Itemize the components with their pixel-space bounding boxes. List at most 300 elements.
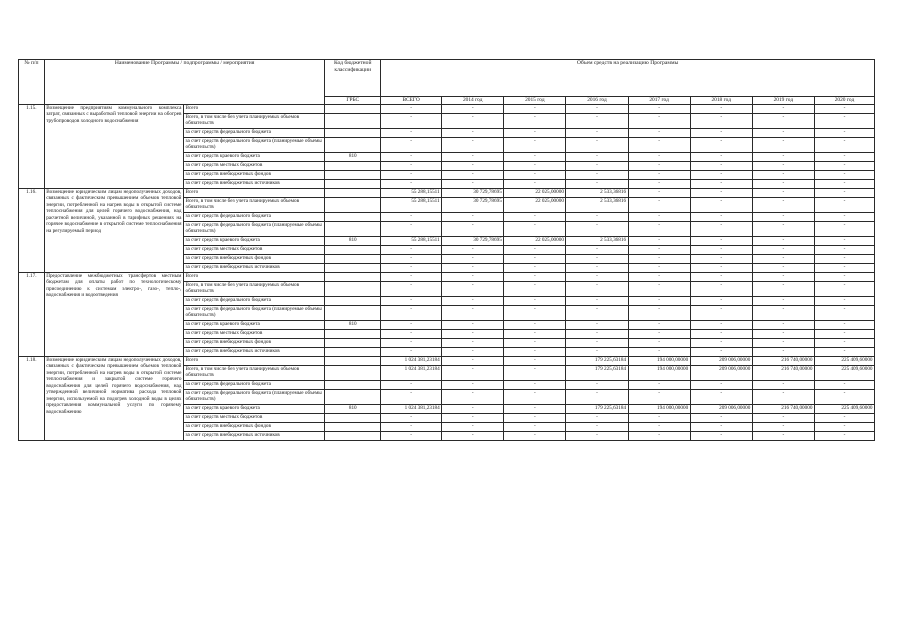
year-value: - [814,152,874,161]
year-value: - [814,245,874,254]
year-value: - [752,188,814,197]
year-value: - [628,212,690,221]
year-value: - [814,188,874,197]
year-value: - [814,137,874,152]
grbs-code [325,179,381,188]
year-value: - [690,188,752,197]
grbs-code [325,128,381,137]
year-value: - [566,296,628,305]
year-value: - [690,281,752,296]
grbs-code [325,338,381,347]
year-value: - [628,137,690,152]
total-value: 1 024 381,23184 [381,365,442,380]
year-value: - [690,389,752,404]
year-value: - [504,389,566,404]
year-value: 179 225,63184 [566,365,628,380]
year-value: - [504,413,566,422]
year-value: 216 740,00000 [752,365,814,380]
funding-source: за счет средств федерального бюджета (планируемые объемы обязательств) [183,389,324,404]
year-value: - [504,221,566,236]
funding-source: Всего [183,272,324,281]
year-value: - [628,128,690,137]
year-value: - [504,179,566,188]
year-value: - [690,338,752,347]
grbs-code [325,347,381,356]
year-value: - [566,170,628,179]
funding-source: Всего, в том числе без учета планируемых объемов обязательств [183,365,324,380]
year-value: - [814,170,874,179]
year-value: - [566,128,628,137]
year-value: - [628,389,690,404]
year-value: - [628,263,690,272]
header-year: 2016 год [566,97,628,105]
year-value: - [690,263,752,272]
year-value: - [814,338,874,347]
year-value: - [752,413,814,422]
year-value: - [442,305,504,320]
year-value: - [442,272,504,281]
year-value: - [814,236,874,245]
header-number: № п/п [19,60,45,105]
year-value: - [566,320,628,329]
year-value: - [690,296,752,305]
funding-source: за счет средств краевого бюджета [183,152,324,161]
grbs-code [325,245,381,254]
total-value: 55 288,15511 [381,236,442,245]
year-value: - [504,338,566,347]
funding-source: за счет средств внебюджетных фондов [183,422,324,431]
year-value: - [442,422,504,431]
funding-source: за счет средств краевого бюджета [183,404,324,413]
funding-source: за счет средств федерального бюджета (планируемые объемы обязательств) [183,137,324,152]
year-value: - [566,221,628,236]
year-value: - [752,161,814,170]
header-year: 2020 год [814,97,874,105]
year-value: - [504,320,566,329]
year-value: - [752,281,814,296]
year-value: - [566,104,628,113]
year-value: - [504,152,566,161]
total-value: - [381,161,442,170]
year-value: - [566,305,628,320]
year-value: - [690,212,752,221]
total-value: - [381,221,442,236]
year-value: - [442,365,504,380]
year-value: - [442,170,504,179]
year-value: - [814,281,874,296]
year-value: - [566,263,628,272]
year-value: - [442,404,504,413]
year-value: - [628,338,690,347]
year-value: - [504,245,566,254]
funding-source: Всего [183,356,324,365]
total-value: - [381,137,442,152]
funding-source: за счет средств федерального бюджета [183,380,324,389]
grbs-code: 810 [325,320,381,329]
grbs-code [325,305,381,320]
grbs-code [325,272,381,281]
year-value: 216 740,00000 [752,356,814,365]
year-value: - [628,281,690,296]
year-value: - [566,254,628,263]
year-value: - [628,113,690,128]
grbs-code [325,113,381,128]
grbs-code [325,263,381,272]
year-value: - [690,320,752,329]
year-value: - [814,212,874,221]
year-value: 209 006,00000 [690,356,752,365]
year-value: 30 729,78695 [442,197,504,212]
year-value: - [442,380,504,389]
total-value: - [381,413,442,422]
year-value: - [628,272,690,281]
year-value: - [752,236,814,245]
year-value: - [690,161,752,170]
year-value: - [752,254,814,263]
year-value: - [814,320,874,329]
year-value: 209 006,00000 [690,365,752,380]
total-value: - [381,212,442,221]
year-value: - [814,161,874,170]
year-value: - [752,221,814,236]
year-value: - [628,188,690,197]
year-value: - [752,137,814,152]
year-value: - [752,347,814,356]
year-value: - [442,179,504,188]
year-value: - [628,320,690,329]
year-value: 194 000,00000 [628,404,690,413]
funding-source: за счет средств внебюджетных фондов [183,254,324,263]
year-value: - [814,305,874,320]
total-value: - [381,380,442,389]
item-name: Возмещение предприятиям коммунального комплекса затрат, связанных с выработкой тепловой энергии на обогрев трубопроводов холодного водоснабжения [44,104,183,188]
year-value: - [814,263,874,272]
header-year: 2018 год [690,97,752,105]
year-value: - [752,380,814,389]
funding-source: Всего [183,104,324,113]
total-value: - [381,389,442,404]
funding-source: за счет средств местных бюджетов [183,413,324,422]
year-value: - [690,128,752,137]
item-number: 1.16. [19,188,45,272]
grbs-code [325,296,381,305]
table-row [19,104,875,113]
year-value: - [690,245,752,254]
grbs-code [325,197,381,212]
funding-source: за счет средств внебюджетных фондов [183,338,324,347]
year-value: - [752,245,814,254]
year-value: - [814,422,874,431]
year-value: - [752,338,814,347]
year-value: - [752,431,814,440]
year-value: - [628,152,690,161]
year-value: - [690,152,752,161]
year-value: - [814,413,874,422]
year-value: - [628,329,690,338]
year-value: - [566,281,628,296]
year-value: - [504,170,566,179]
grbs-code [325,356,381,365]
year-value: - [690,329,752,338]
funding-source: за счет средств местных бюджетов [183,161,324,170]
year-value: - [442,431,504,440]
header-year: 2015 год [504,97,566,105]
year-value: - [752,104,814,113]
funding-source: за счет средств внебюджетных источников [183,431,324,440]
year-value: - [442,296,504,305]
year-value: - [690,422,752,431]
year-value: - [442,338,504,347]
table-row [19,356,875,365]
year-value: - [566,413,628,422]
total-value: - [381,263,442,272]
year-value: - [752,422,814,431]
total-value: - [381,245,442,254]
year-value: - [690,197,752,212]
year-value: - [690,254,752,263]
year-value: - [628,380,690,389]
funding-source: за счет средств местных бюджетов [183,245,324,254]
grbs-code [325,365,381,380]
total-value: - [381,170,442,179]
funding-source: за счет средств внебюджетных фондов [183,170,324,179]
year-value: - [442,320,504,329]
year-value: 30 729,78695 [442,236,504,245]
grbs-code [325,422,381,431]
year-value: 216 740,00000 [752,404,814,413]
year-value: - [752,263,814,272]
year-value: - [566,152,628,161]
year-value: - [504,422,566,431]
funding-source: за счет средств федерального бюджета (планируемые объемы обязательств) [183,221,324,236]
grbs-code [325,137,381,152]
funding-source: за счет средств внебюджетных источников [183,179,324,188]
total-value: - [381,179,442,188]
year-value: - [442,281,504,296]
funding-source: за счет средств федерального бюджета [183,296,324,305]
year-value: - [690,236,752,245]
total-value: 1 024 381,23184 [381,404,442,413]
year-value: - [752,170,814,179]
year-value: - [814,380,874,389]
year-value: - [690,431,752,440]
year-value: - [690,113,752,128]
year-value: - [628,347,690,356]
year-value: - [690,221,752,236]
total-value: - [381,320,442,329]
year-value: - [814,128,874,137]
grbs-code [325,413,381,422]
grbs-code: 810 [325,236,381,245]
item-number: 1.18. [19,356,45,440]
year-value: - [566,347,628,356]
year-value: - [504,113,566,128]
year-value: - [814,254,874,263]
year-value: 179 225,63184 [566,356,628,365]
year-value: - [628,104,690,113]
year-value: - [566,113,628,128]
total-value: 55 288,15511 [381,188,442,197]
year-value: - [752,296,814,305]
year-value: - [628,221,690,236]
year-value: - [628,179,690,188]
grbs-code [325,221,381,236]
year-value: - [814,389,874,404]
year-value: - [814,329,874,338]
year-value: - [442,245,504,254]
year-value: - [690,347,752,356]
year-value: - [566,431,628,440]
year-value: - [442,389,504,404]
grbs-code [325,170,381,179]
total-value: - [381,104,442,113]
year-value: 2 533,36816 [566,236,628,245]
total-value: 1 024 381,23184 [381,356,442,365]
year-value: - [690,272,752,281]
year-value: - [628,245,690,254]
year-value: - [504,212,566,221]
funding-source: за счет средств федерального бюджета [183,128,324,137]
header-program-name: Наименование Программы / подпрограммы / мероприятия [44,60,325,105]
year-value: - [752,329,814,338]
funding-source: Всего, в том числе без учета планируемых объемов обязательств [183,281,324,296]
funding-source: за счет средств краевого бюджета [183,236,324,245]
grbs-code [325,188,381,197]
total-value: - [381,128,442,137]
year-value: - [814,179,874,188]
total-value: - [381,347,442,356]
total-value: 55 288,15511 [381,197,442,212]
year-value: - [504,272,566,281]
year-value: - [752,212,814,221]
year-value: - [566,179,628,188]
year-value: - [442,347,504,356]
grbs-code: 810 [325,404,381,413]
funding-source: за счет средств местных бюджетов [183,329,324,338]
year-value: - [504,380,566,389]
year-value: - [752,320,814,329]
year-value: - [442,113,504,128]
funding-source: за счет средств федерального бюджета (планируемые объемы обязательств) [183,305,324,320]
year-value: - [504,128,566,137]
year-value: - [504,104,566,113]
year-value: - [442,152,504,161]
year-value: 225 409,60000 [814,365,874,380]
grbs-code [325,281,381,296]
year-value: 2 533,36816 [566,197,628,212]
year-value: - [690,104,752,113]
year-value: 179 225,63184 [566,404,628,413]
year-value: - [690,179,752,188]
header-year: 2017 год [628,97,690,105]
year-value: 194 000,00000 [628,356,690,365]
item-name: Возмещение юридическим лицам недополученных доходов, связанных с фактическим превышением объемов тепловой энергии, потребленной на нагрев воды в открытой системе теплоснабжения и закрытой системе горячего водоснабжения для целей горячего водоснабжения, над утвержденной величиной норматива расхода тепловой энергии, используемой на подогрев холодной воды в целях предоставления коммунальной услуги по горячему водоснабжению [44,356,183,440]
budget-table-page [18,59,875,441]
year-value: 225 409,60000 [814,404,874,413]
year-value: - [504,356,566,365]
year-value: - [566,389,628,404]
year-value: - [442,128,504,137]
grbs-code [325,254,381,263]
funding-source: за счет средств федерального бюджета [183,212,324,221]
table-body [19,104,875,440]
year-value: - [628,413,690,422]
total-value: - [381,113,442,128]
funding-source: за счет средств внебюджетных источников [183,263,324,272]
year-value: - [504,404,566,413]
year-value: 22 025,00000 [504,236,566,245]
year-value: - [814,104,874,113]
year-value: - [814,221,874,236]
year-value: - [628,422,690,431]
funding-source: Всего [183,188,324,197]
year-value: - [566,212,628,221]
funding-source: Всего, в том числе без учета планируемых объемов обязательств [183,197,324,212]
year-value: - [504,263,566,272]
year-value: - [690,380,752,389]
year-value: - [504,347,566,356]
header-total: ВСЕГО [381,97,442,105]
header-volume: Объем средств на реализацию Программы [381,60,875,97]
grbs-code [325,380,381,389]
header-year: 2019 год [752,97,814,105]
year-value: - [504,365,566,380]
year-value: - [442,161,504,170]
year-value: - [504,329,566,338]
year-value: - [690,305,752,320]
year-value: - [504,161,566,170]
year-value: - [814,347,874,356]
year-value: 22 025,00000 [504,197,566,212]
item-name: Возмещение юридическим лицам недополученных доходов, связанных с фактическим превышением объемов тепловой энергии, потребленной на нагрев воды в открытой системе теплоснабжения для целей горячего водоснабжения, над расчетной величиной, указанной в тарифных решениях на горячее водоснабжение в открытой системе теплоснабжения на регулируемый период [44,188,183,272]
total-value: - [381,431,442,440]
year-value: - [690,413,752,422]
year-value: - [814,113,874,128]
grbs-code [325,329,381,338]
year-value: - [628,431,690,440]
grbs-code [325,431,381,440]
year-value: - [442,263,504,272]
item-number: 1.15. [19,104,45,188]
year-value: - [752,272,814,281]
year-value: - [442,104,504,113]
funding-source: Всего, в том числе без учета планируемых объемов обязательств [183,113,324,128]
grbs-code [325,389,381,404]
year-value: - [442,356,504,365]
year-value: - [442,254,504,263]
year-value: - [566,338,628,347]
table-row [19,272,875,281]
header-budget-code: Код бюджетной классификации [325,60,381,97]
year-value: - [752,305,814,320]
total-value: - [381,296,442,305]
year-value: 209 006,00000 [690,404,752,413]
year-value: - [628,197,690,212]
year-value: - [504,137,566,152]
grbs-code: 810 [325,152,381,161]
grbs-code [325,104,381,113]
total-value: - [381,338,442,347]
year-value: - [628,296,690,305]
year-value: - [566,380,628,389]
year-value: - [752,113,814,128]
year-value: - [752,128,814,137]
funding-source: за счет средств внебюджетных источников [183,347,324,356]
year-value: 22 025,00000 [504,188,566,197]
year-value: - [814,431,874,440]
year-value: - [566,161,628,170]
total-value: - [381,152,442,161]
